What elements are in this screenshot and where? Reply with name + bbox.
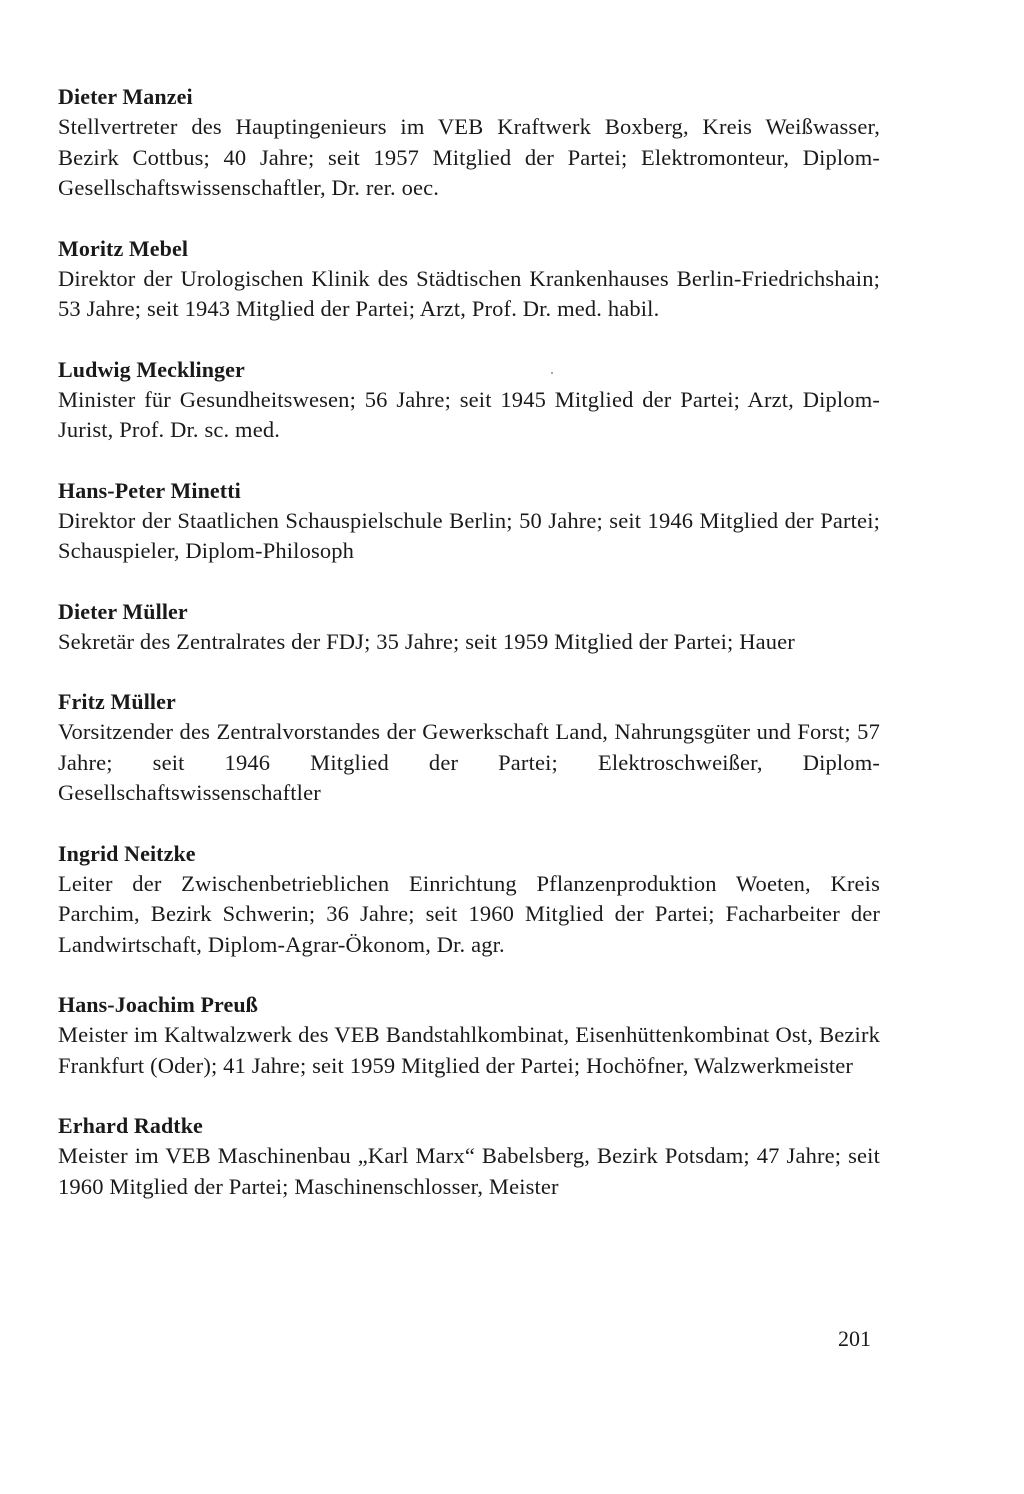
entry-description: Meister im Kaltwalzwerk des VEB Bandstahlkombinat, Eisenhüttenkombinat Ost, Bezirk Frankfurt (Oder); 41 Jahre; seit 1959 Mitglied der Partei; Hochöfner, Walzwerkmeister bbox=[58, 1022, 880, 1078]
entry-preuss bbox=[58, 990, 880, 1081]
entry-description: Sekretär des Zentralrates der FDJ; 35 Jahre; seit 1959 Mitglied der Partei; Hauer bbox=[58, 628, 795, 654]
entry-name: Ingrid Neitzke bbox=[58, 840, 196, 866]
entry-mebel bbox=[58, 234, 880, 325]
entry-name: Dieter Müller bbox=[58, 598, 188, 624]
page-number: 201 bbox=[838, 1326, 871, 1351]
entry-description: Leiter der Zwischenbetrieblichen Einrichtung Pflanzenproduktion Woeten, Kreis Parchim, Bezirk Schwerin; 36 Jahre; seit 1960 Mitglied der Partei; Facharbeiter der Landwirtschaft, Diplom-Agrar-Ökonom, Dr. agr. bbox=[58, 870, 880, 957]
entry-description: Direktor der Staatlichen Schauspielschule Berlin; 50 Jahre; seit 1946 Mitglied der Partei; Schauspieler, Diplom-Philosoph bbox=[58, 507, 880, 563]
entry-manzei bbox=[58, 82, 880, 204]
document-page bbox=[58, 82, 880, 1232]
entry-minetti bbox=[58, 476, 880, 567]
entry-description: Vorsitzender des Zentralvorstandes der Gewerkschaft Land, Nahrungsgüter und Forst; 57 Jahre; seit 1946 Mitglied der Partei; Elektroschweißer, Diplom-Gesellschaftswissenschaftler bbox=[58, 719, 880, 805]
entry-mecklinger bbox=[58, 355, 880, 446]
entry-name: Hans-Peter Minetti bbox=[58, 477, 241, 503]
entry-fritz-mueller bbox=[58, 687, 880, 809]
entry-description: Meister im VEB Maschinenbau „Karl Marx“ Babelsberg, Bezirk Potsdam; 47 Jahre; seit 1960 Mitglied der Partei; Maschinenschlosser, Meister bbox=[58, 1143, 880, 1199]
entry-neitzke bbox=[58, 839, 880, 961]
entry-name: Moritz Mebel bbox=[58, 235, 189, 261]
entry-name: Erhard Radtke bbox=[58, 1113, 203, 1138]
entry-name: Hans-Joachim Preuß bbox=[58, 992, 259, 1017]
entry-description: Minister für Gesundheitswesen; 56 Jahre; seit 1945 Mitglied der Partei; Arzt, Diplom-Jurist, Prof. Dr. sc. med. bbox=[58, 386, 880, 442]
print-speck bbox=[551, 372, 553, 374]
entry-name: Fritz Müller bbox=[58, 689, 176, 714]
entry-name: Dieter Manzei bbox=[58, 84, 193, 109]
entry-name: Ludwig Mecklinger bbox=[58, 356, 245, 382]
entry-description: Direktor der Urologischen Klinik des Städtischen Krankenhauses Berlin-Friedrichshain; 53 Jahre; seit 1943 Mitglied der Partei; Arzt, Prof. Dr. med. habil. bbox=[58, 265, 880, 321]
entry-radtke bbox=[58, 1111, 880, 1202]
entry-description: Stellvertreter des Hauptingenieurs im VEB Kraftwerk Boxberg, Kreis Weißwasser, Bezirk Cottbus; 40 Jahre; seit 1957 Mitglied der Partei; Elektromonteur, Diplom-Gesellschaftswissenschaftler, Dr. rer. oec. bbox=[58, 114, 880, 200]
entry-dieter-mueller bbox=[58, 597, 880, 658]
